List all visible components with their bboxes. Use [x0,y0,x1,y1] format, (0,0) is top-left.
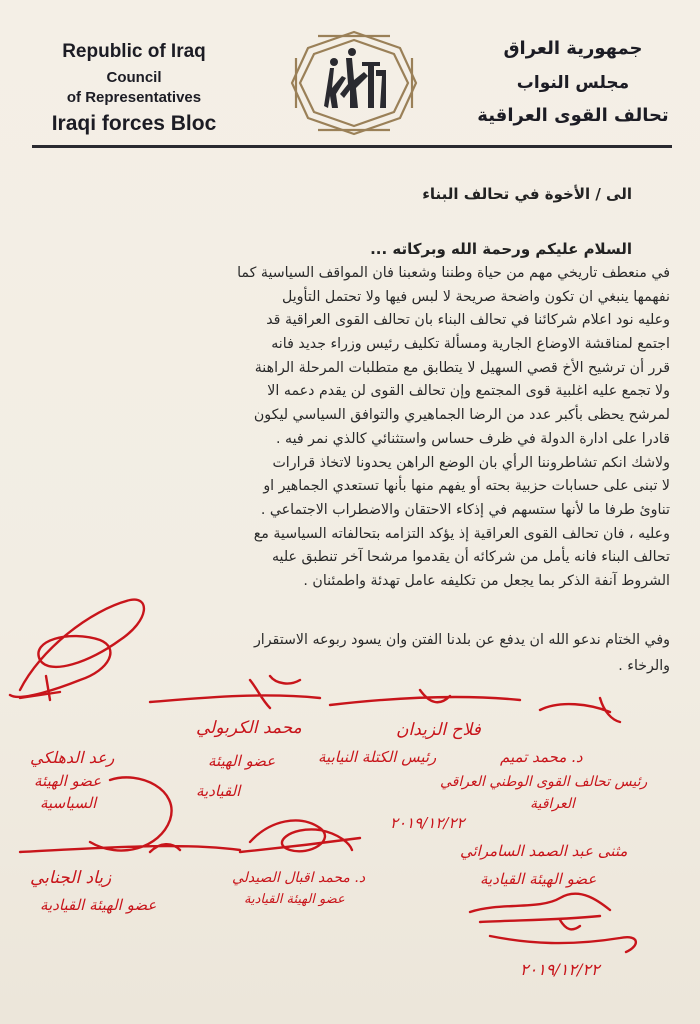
signature-2-name: محمد الكربولي [196,718,302,738]
body-line: في منعطف تاريخي مهم من حياة وطننا وشعبنا فان المواقف السياسية كما [237,265,670,281]
signature-3-mark [330,690,520,705]
country-name-ar: جمهورية العراق [503,38,643,59]
council-name-ar: مجلس النواب [516,73,630,93]
body-line: ولا تجمع عليه اغلبية قوى المجتمع وإن تحالف القوى لن يقدم دعمه الا [267,383,670,400]
country-name-en: Republic of Iraq [62,41,206,62]
signature-4-title2: العراقية [530,796,575,812]
signature-2-title: عضو الهيئة [208,752,276,770]
letter-greeting: السلام عليكم ورحمة الله وبركاته ... [370,240,632,258]
body-line: نفهمها ينبغي ان تكون واضحة صريحة لا لبس فيها ولا تحتمل التأويل [281,288,670,305]
body-line: تناوئ طرفا ما لأنها ستسهم في إذكاء الاحتقان والاضطراب الاجتماعي . [260,501,670,518]
signature-date-2: ٢٠١٩/١٢/٢٢ [520,960,600,979]
signature-4-title: رئيس تحالف القوى الوطني العراقي [440,774,648,790]
bloc-name-en: Iraqi forces Bloc [51,112,217,135]
bloc-logo [288,28,420,138]
bloc-name-ar: تحالف القوى العراقية [477,105,669,126]
signature-1-title: عضو الهيئة [34,772,102,790]
body-line: لا تبنى على حسابات حزبية بحته أو يفهم منها بأنها تستعدي الجماهير او [263,478,670,495]
signature-1-title2: السياسية [40,794,97,812]
body-line: الشروط آنفة الذكر بما يجعل من تكليفه عامل تهدئة واطمئنان . [303,572,670,589]
body-line: اجتمع لمناقشة الاوضاع الجارية ومسألة تكليف رئيس وزراء جديد فانه [271,336,670,353]
letterhead-english [24,40,244,138]
signature-1-mark [10,600,144,697]
signature-7-name: مثنى عبد الصمد السامرائي [460,842,628,860]
signature-7-title: عضو الهيئة القيادية [480,870,597,888]
signatures-area [0,580,700,1024]
signature-5-name: زياد الجنابي [30,868,112,888]
signature-3-name: فلاح الزيدان [396,720,481,740]
signature-5-mark [240,820,360,852]
signature-date-1: ٢٠١٩/١٢/٢٢ [390,814,465,832]
council-name-en-1: Council [106,69,162,86]
body-line: وعليه ، فان تحالف القوى العراقية إذ يؤكد التزامه بتحالفاته السياسية مع [253,525,670,542]
council-name-en-2: of Representatives [66,89,202,106]
signature-1-name: رعد الدهلكي [30,748,115,767]
letter-body [30,262,670,594]
closing-line: والرخاء . [618,658,670,674]
signature-2-title2: القيادية [196,782,241,800]
signature-5-title: عضو الهيئة القيادية [40,896,157,914]
signature-6-name: د. محمد اقبال الصيدلي [232,870,366,886]
closing-line: وفي الختام ندعو الله ان يدفع عن بلدنا الفتن وان يسود ربوعه الاستقرار [253,632,670,648]
body-line: تحالف البناء فانه يأمل من شركائه أن يقدموا مرشحا آخر تنطبق عليه [271,549,670,566]
signature-3-title: رئيس الكتلة النيابية [318,748,437,766]
signature-6-title: عضو الهيئة القيادية [244,892,345,907]
letter-addressee: الى / الأخوة في تحالف البناء [422,185,632,203]
signature-4-name: د. محمد تميم [500,748,583,766]
signature-6-mark [470,894,636,952]
body-line: وعليه نود اعلام شركائنا في تحالف البناء بان تحالف القوى العراقية قد [266,312,670,329]
signature-2-mark [150,676,320,708]
body-line: قادرا على ادارة الدولة في ظرف حساس واستثنائي كالذي نمر فيه . [275,430,670,447]
body-line: ولاشك انكم تشاطروننا الرأي بان الوضع الراهن يحدونا لاتخاذ قرارات [272,454,670,471]
signature-scribbles [0,580,700,1024]
body-line: قرر أن ترشيح الأخ قصي السهيل لا يتطابق مع متطلبات المرحلة الراهنة [254,359,670,376]
letterhead-arabic [468,36,678,130]
body-line: لمرشح يحظى بأكبر عدد من الرضا الجماهيري والتوافق السياسي ليكون [253,407,670,424]
header-divider [32,145,672,148]
